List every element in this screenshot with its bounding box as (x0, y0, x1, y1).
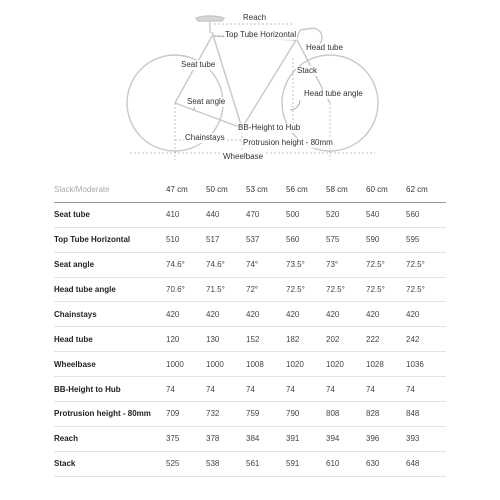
row-label: Reach (54, 426, 166, 451)
table-cell: 561 (246, 451, 286, 476)
table-cell: 790 (286, 402, 326, 427)
table-cell: 808 (326, 402, 366, 427)
table-row (54, 377, 446, 402)
table-cell: 470 (246, 202, 286, 227)
table-row (54, 252, 446, 277)
table-cell: 242 (406, 327, 446, 352)
table-row (54, 402, 446, 427)
table-row (54, 227, 446, 252)
table-cell: 759 (246, 402, 286, 427)
handlebar (314, 28, 322, 44)
table-cell: 152 (246, 327, 286, 352)
table-cell: 520 (326, 202, 366, 227)
table-cell: 72.5° (406, 277, 446, 302)
table-cell: 74 (406, 377, 446, 402)
table-cell: 1020 (326, 352, 366, 377)
size-header: 62 cm (406, 178, 446, 202)
table-cell: 1000 (206, 352, 246, 377)
table-cell: 591 (286, 451, 326, 476)
table-cell: 1028 (366, 352, 406, 377)
table-cell: 396 (366, 426, 406, 451)
table-cell: 630 (366, 451, 406, 476)
table-row (54, 277, 446, 302)
table-cell: 202 (326, 327, 366, 352)
table-row (54, 426, 446, 451)
bike-geometry-diagram (0, 0, 500, 170)
table-cell: 72.5° (366, 277, 406, 302)
table-cell: 590 (366, 227, 406, 252)
table-cell: 222 (366, 327, 406, 352)
table-cell: 70.6° (166, 277, 206, 302)
table-cell: 391 (286, 426, 326, 451)
table-row (54, 302, 446, 327)
table-cell: 525 (166, 451, 206, 476)
row-label: Head tube angle (54, 277, 166, 302)
table-cell: 71.5° (206, 277, 246, 302)
table-cell: 420 (406, 302, 446, 327)
table-cell: 72.5° (286, 277, 326, 302)
stack-label: Stack (297, 66, 318, 75)
seat-angle-label: Seat angle (187, 97, 226, 106)
chainstays-label: Chainstays (185, 133, 225, 142)
table-cell: 72.5° (366, 252, 406, 277)
row-label: Stack (54, 451, 166, 476)
table-cell: 120 (166, 327, 206, 352)
wheelbase-label: Wheelbase (223, 152, 264, 161)
size-header: 53 cm (246, 178, 286, 202)
row-label: BB-Height to Hub (54, 377, 166, 402)
table-cell: 595 (406, 227, 446, 252)
table-cell: 648 (406, 451, 446, 476)
geometry-table (54, 178, 446, 477)
table-cell: 440 (206, 202, 246, 227)
table-cell: 74 (166, 377, 206, 402)
table-cell: 848 (406, 402, 446, 427)
table-cell: 538 (206, 451, 246, 476)
seat-tube-label: Seat tube (181, 60, 216, 69)
table-cell: 420 (366, 302, 406, 327)
table-cell: 74.6° (206, 252, 246, 277)
table-cell: 72.5° (406, 252, 446, 277)
table-cell: 1000 (166, 352, 206, 377)
table-cell: 1036 (406, 352, 446, 377)
size-header-row (54, 178, 446, 202)
row-label: Wheelbase (54, 352, 166, 377)
head-tube-angle-label: Head tube angle (304, 89, 363, 98)
table-cell: 540 (366, 202, 406, 227)
head-tube-label: Head tube (306, 43, 343, 52)
table-cell: 73.5° (286, 252, 326, 277)
table-cell: 394 (326, 426, 366, 451)
table-cell: 74 (326, 377, 366, 402)
table-cell: 560 (286, 227, 326, 252)
table-cell: 378 (206, 426, 246, 451)
protrusion-label: Protrusion height - 80mm (243, 138, 333, 147)
table-cell: 420 (326, 302, 366, 327)
table-cell: 510 (166, 227, 206, 252)
table-cell: 74 (366, 377, 406, 402)
size-header: 47 cm (166, 178, 206, 202)
table-cell: 74.6° (166, 252, 206, 277)
row-label: Seat angle (54, 252, 166, 277)
table-corner-label: Slack/Moderate (54, 178, 166, 202)
table-cell: 500 (286, 202, 326, 227)
table-cell: 732 (206, 402, 246, 427)
table-cell: 375 (166, 426, 206, 451)
row-label: Protrusion height - 80mm (54, 402, 166, 427)
row-label: Seat tube (54, 202, 166, 227)
table-row (54, 202, 446, 227)
table-cell: 182 (286, 327, 326, 352)
row-label: Chainstays (54, 302, 166, 327)
table-row (54, 352, 446, 377)
row-label: Top Tube Horizontal (54, 227, 166, 252)
table-cell: 420 (166, 302, 206, 327)
table-cell: 72.5° (326, 277, 366, 302)
table-cell: 517 (206, 227, 246, 252)
table-cell: 384 (246, 426, 286, 451)
geometry-table-body (54, 202, 446, 476)
table-cell: 420 (286, 302, 326, 327)
table-cell: 74 (246, 377, 286, 402)
table-cell: 74° (246, 252, 286, 277)
size-header: 56 cm (286, 178, 326, 202)
table-cell: 1020 (286, 352, 326, 377)
row-label: Head tube (54, 327, 166, 352)
table-cell: 709 (166, 402, 206, 427)
table-cell: 393 (406, 426, 446, 451)
table-cell: 575 (326, 227, 366, 252)
table-cell: 72° (246, 277, 286, 302)
table-cell: 73° (326, 252, 366, 277)
table-cell: 610 (326, 451, 366, 476)
size-header: 50 cm (206, 178, 246, 202)
table-cell: 74 (206, 377, 246, 402)
table-cell: 1008 (246, 352, 286, 377)
table-cell: 410 (166, 202, 206, 227)
bb-height-label: BB-Height to Hub (238, 123, 301, 132)
size-header: 58 cm (326, 178, 366, 202)
size-header: 60 cm (366, 178, 406, 202)
table-cell: 560 (406, 202, 446, 227)
table-row (54, 327, 446, 352)
top-tube-label: Top Tube Horizontal (225, 30, 297, 39)
table-cell: 420 (246, 302, 286, 327)
table-cell: 828 (366, 402, 406, 427)
table-cell: 130 (206, 327, 246, 352)
table-cell: 537 (246, 227, 286, 252)
saddle (196, 16, 224, 21)
reach-label: Reach (243, 13, 267, 22)
table-cell: 420 (206, 302, 246, 327)
down-tube-line (242, 40, 296, 128)
table-cell: 74 (286, 377, 326, 402)
table-row (54, 451, 446, 476)
